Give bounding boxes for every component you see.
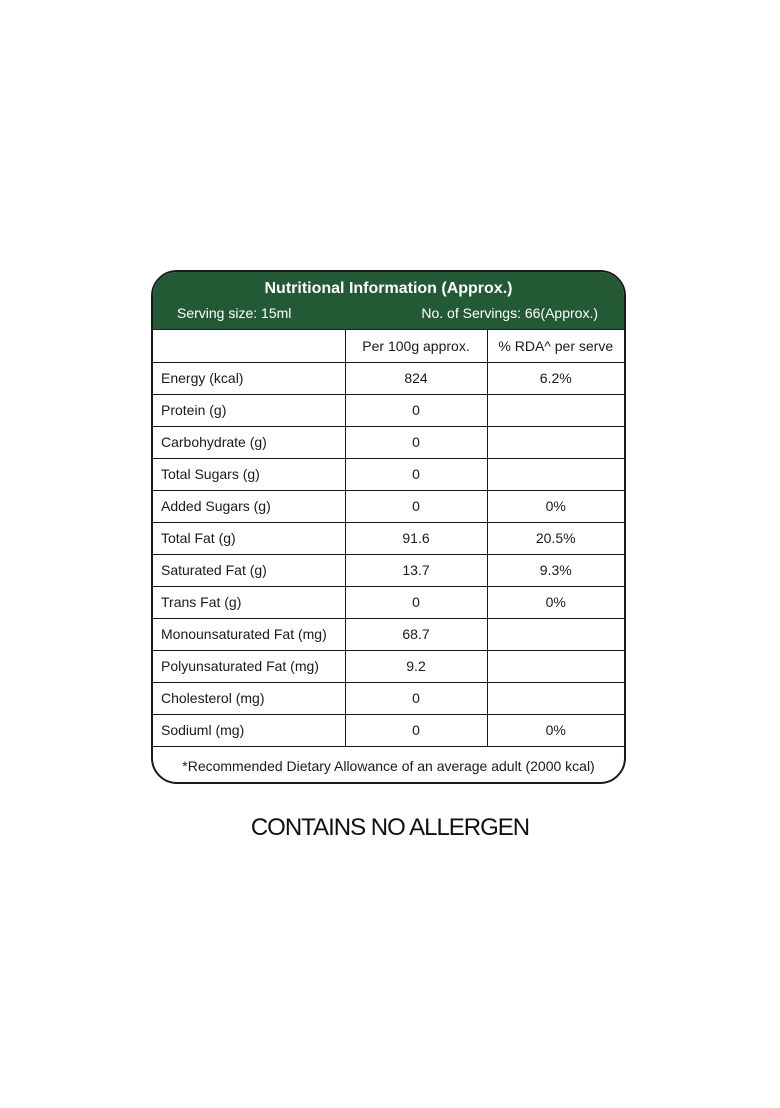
serving-size: Serving size: 15ml bbox=[177, 305, 292, 321]
nutrient-name: Trans Fat (g) bbox=[153, 586, 345, 618]
rda-value bbox=[487, 618, 624, 650]
per-100g-value: 68.7 bbox=[345, 618, 487, 650]
per-100g-value: 13.7 bbox=[345, 554, 487, 586]
nutrient-name: Polyunsaturated Fat (mg) bbox=[153, 650, 345, 682]
table-row bbox=[153, 362, 624, 394]
per-100g-value: 91.6 bbox=[345, 522, 487, 554]
nutrient-name: Carbohydrate (g) bbox=[153, 426, 345, 458]
nutrient-name: Saturated Fat (g) bbox=[153, 554, 345, 586]
nutrition-panel bbox=[151, 270, 626, 784]
per-100g-value: 0 bbox=[345, 490, 487, 522]
nutrient-name: Total Fat (g) bbox=[153, 522, 345, 554]
per-100g-value: 0 bbox=[345, 586, 487, 618]
nutrition-rows bbox=[153, 362, 624, 746]
nutrition-table bbox=[153, 330, 624, 747]
nutrient-name: Sodiuml (mg) bbox=[153, 714, 345, 746]
number-of-servings: No. of Servings: 66(Approx.) bbox=[421, 305, 598, 321]
table-row bbox=[153, 714, 624, 746]
table-header-row bbox=[153, 330, 624, 362]
rda-value: 0% bbox=[487, 586, 624, 618]
table-row bbox=[153, 650, 624, 682]
allergen-statement: CONTAINS NO ALLERGEN bbox=[250, 814, 530, 841]
rda-value: 0% bbox=[487, 490, 624, 522]
nutrient-name: Cholesterol (mg) bbox=[153, 682, 345, 714]
rda-value: 9.3% bbox=[487, 554, 624, 586]
per-100g-value: 0 bbox=[345, 682, 487, 714]
column-header-per-100g: Per 100g approx. bbox=[345, 330, 487, 362]
rda-value: 0% bbox=[487, 714, 624, 746]
panel-title: Nutritional Information (Approx.) bbox=[264, 280, 513, 297]
table-row bbox=[153, 426, 624, 458]
nutrient-name: Added Sugars (g) bbox=[153, 490, 345, 522]
per-100g-value: 0 bbox=[345, 394, 487, 426]
table-row bbox=[153, 618, 624, 650]
table-row bbox=[153, 394, 624, 426]
nutrient-name: Energy (kcal) bbox=[153, 362, 345, 394]
table-row bbox=[153, 490, 624, 522]
table-row bbox=[153, 522, 624, 554]
rda-value bbox=[487, 426, 624, 458]
table-row bbox=[153, 554, 624, 586]
panel-header bbox=[153, 272, 624, 330]
nutrient-name: Protein (g) bbox=[153, 394, 345, 426]
rda-value: 6.2% bbox=[487, 362, 624, 394]
rda-value: 20.5% bbox=[487, 522, 624, 554]
rda-value bbox=[487, 682, 624, 714]
column-header-rda: % RDA^ per serve bbox=[487, 330, 624, 362]
rda-value bbox=[487, 394, 624, 426]
per-100g-value: 824 bbox=[345, 362, 487, 394]
per-100g-value: 0 bbox=[345, 458, 487, 490]
nutrient-name: Total Sugars (g) bbox=[153, 458, 345, 490]
table-row bbox=[153, 682, 624, 714]
nutrient-name: Monounsaturated Fat (mg) bbox=[153, 618, 345, 650]
table-row bbox=[153, 458, 624, 490]
per-100g-value: 0 bbox=[345, 714, 487, 746]
per-100g-value: 9.2 bbox=[345, 650, 487, 682]
rda-footnote: *Recommended Dietary Allowance of an average adult (2000 kcal) bbox=[182, 757, 595, 774]
rda-value bbox=[487, 650, 624, 682]
table-row bbox=[153, 586, 624, 618]
column-header-nutrient bbox=[153, 330, 345, 362]
rda-value bbox=[487, 458, 624, 490]
per-100g-value: 0 bbox=[345, 426, 487, 458]
